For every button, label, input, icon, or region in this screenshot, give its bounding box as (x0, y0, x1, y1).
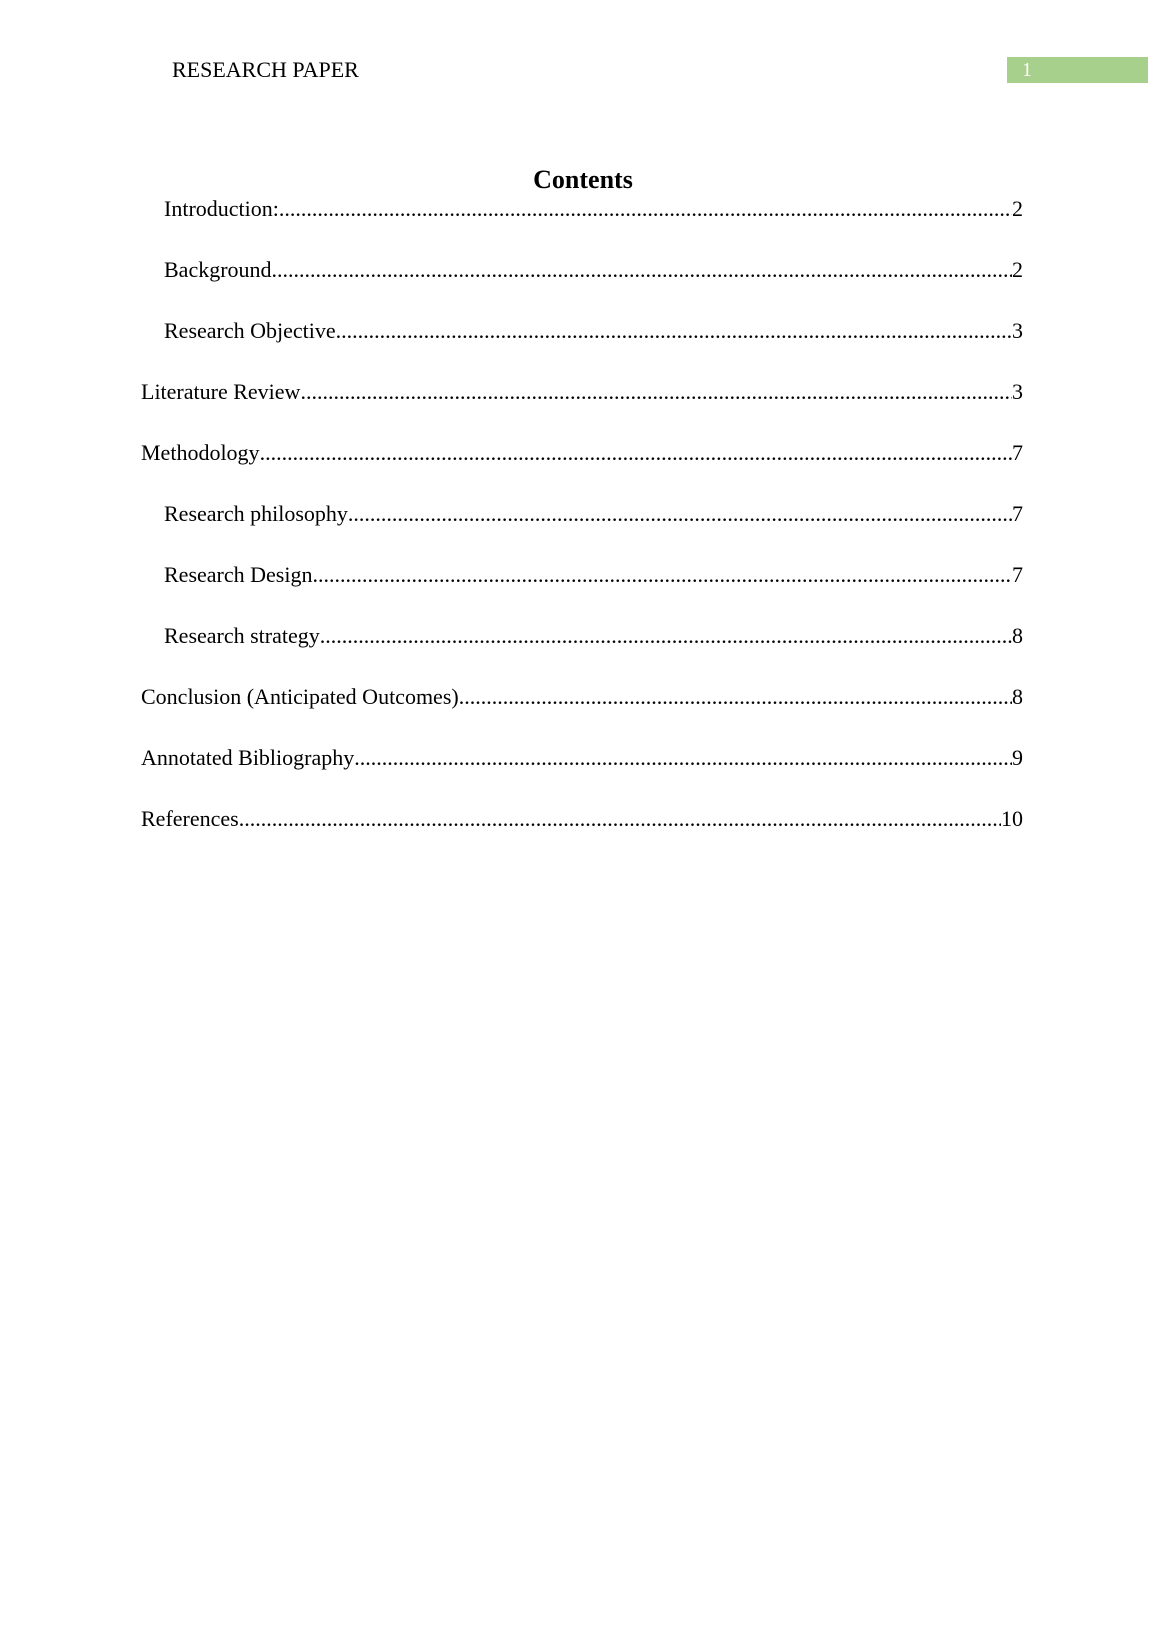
toc-entry[interactable] (164, 622, 1023, 650)
toc-entry-label: References (141, 806, 239, 831)
toc-entry-page: 10 (1001, 806, 1023, 831)
toc-entry[interactable] (141, 744, 1023, 772)
toc-entry[interactable] (164, 561, 1023, 589)
toc-entry[interactable] (141, 439, 1023, 467)
toc-entry-label: Research Objective (164, 318, 336, 343)
running-header-title: RESEARCH PAPER (172, 57, 359, 82)
toc-entry-label: Methodology (141, 440, 260, 465)
toc-entry[interactable] (141, 378, 1023, 406)
toc-entry-label: Background (164, 257, 272, 282)
toc-entry-label: Research strategy (164, 623, 320, 648)
toc-entry[interactable] (164, 500, 1023, 528)
toc-entry-page: 8 (1012, 684, 1023, 709)
page-number: 1 (1022, 59, 1032, 81)
toc-entry[interactable] (141, 683, 1023, 711)
toc-dot-leader (459, 683, 1012, 711)
toc-dot-leader (348, 500, 1012, 528)
toc-dot-leader (336, 317, 1012, 345)
toc-entry-page: 7 (1012, 562, 1023, 587)
toc-dot-leader (312, 561, 1012, 589)
toc-entry[interactable] (141, 805, 1023, 833)
toc-entry-page: 7 (1012, 501, 1023, 526)
toc-entry[interactable] (164, 195, 1023, 223)
toc-entry-page: 9 (1012, 745, 1023, 770)
toc-entry[interactable] (164, 256, 1023, 284)
toc-entry-page: 2 (1012, 196, 1023, 221)
toc-entry-label: Research Design (164, 562, 313, 587)
toc-entry-page: 3 (1012, 379, 1023, 404)
toc-dot-leader (272, 256, 1012, 284)
toc-entry[interactable] (164, 317, 1023, 345)
toc-entry-page: 3 (1012, 318, 1023, 343)
toc-entry-page: 2 (1012, 257, 1023, 282)
toc-dot-leader (279, 195, 1012, 223)
toc-dot-leader (239, 805, 1001, 833)
toc-entry-label: Conclusion (Anticipated Outcomes) (141, 684, 459, 709)
toc-entry-label: Annotated Bibliography (141, 745, 355, 770)
page-number-badge (1007, 57, 1148, 83)
toc-dot-leader (354, 744, 1012, 772)
toc-entry-label: Literature Review (141, 379, 301, 404)
toc-entry-page: 8 (1012, 623, 1023, 648)
toc-entry-label: Research philosophy (164, 501, 348, 526)
toc-entry-page: 7 (1012, 440, 1023, 465)
toc-dot-leader (300, 378, 1012, 406)
toc-heading: Contents (533, 165, 633, 194)
toc-dot-leader (260, 439, 1012, 467)
toc-entry-label: Introduction: (164, 196, 279, 221)
toc-dot-leader (320, 622, 1012, 650)
